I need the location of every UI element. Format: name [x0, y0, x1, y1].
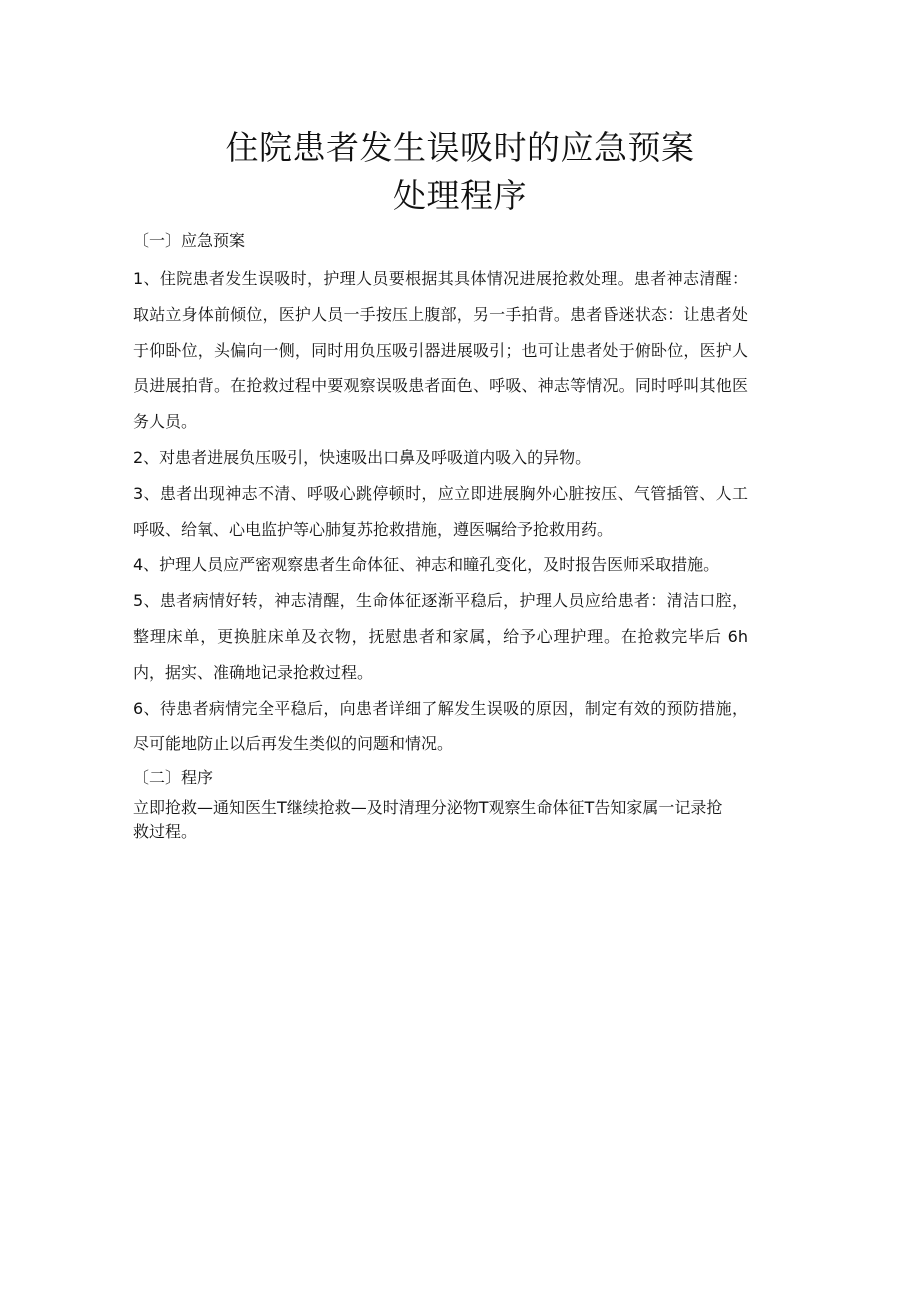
- document-body: [133, 227, 748, 860]
- plan-item-5: 5、患者病情好转，神志清醒，生命体征逐渐平稳后，护理人员应给患者：清洁口腔，整理床单，更换脏床单及衣物，抚慰患者和家属，给予心理护理。在抢救完毕后 6h 内，据实、准确地记录抢救过程。: [133, 591, 748, 682]
- plan-item-3: 3、患者出现神志不清、呼吸心跳停顿时，应立即进展胸外心脏按压、气管插管、人工呼吸、给氧、心电监护等心肺复苏抢救措施，遵医嘱给予抢救用药。: [133, 483, 748, 539]
- plan-item-1: 1、住院患者发生误吸时，护理人员要根据其具体情况进展抢救处理。患者神志清醒：取站立身体前倾位，医护人员一手按压上腹部，另一手拍背。患者昏迷状态：让患者处于仰卧位，头偏向一侧，同时用负压吸引器进展吸引；也可让患者处于俯卧位，医护人员进展拍背。在抢救过程中要观察误吸患者面色、呼吸、神志等情况。同时呼叫其他医务人员。: [133, 269, 748, 432]
- document-subtitle: 处理程序: [393, 176, 527, 215]
- document-title: 住院患者发生误吸时的应急预案: [225, 128, 695, 167]
- plan-item-4: 4、护理人员应严密观察患者生命体征、神志和瞳孔变化，及时报告医师采取措施。: [133, 555, 720, 575]
- section-heading-procedure: 〔二〕程序: [133, 768, 214, 788]
- plan-item-2: 2、对患者进展负压吸引，快速吸出口鼻及呼吸道内吸入的异物。: [133, 447, 592, 467]
- plan-item-6: 6、待患者病情完全平稳后，向患者详细了解发生误吸的原因，制定有效的预防措施，尽可能地防止以后再发生类似的问题和情况。: [133, 698, 748, 754]
- procedure-steps: 立即抢救—通知医生T继续抢救—及时清理分泌物T观察生命体征T告知家属一记录抢救过程。: [133, 798, 723, 842]
- section-heading-emergency-plan: 〔一〕应急预案: [133, 231, 246, 250]
